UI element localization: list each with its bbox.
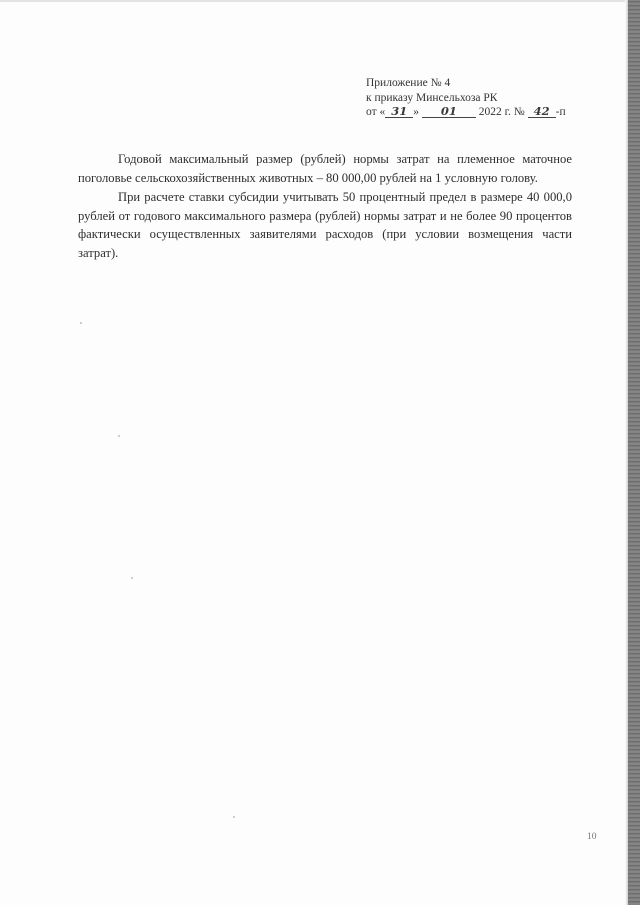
order-month: 01 xyxy=(422,105,476,118)
scan-speck xyxy=(131,577,133,579)
order-number: 42 xyxy=(528,105,556,118)
appendix-order-reference: к приказу Минсельхоза РК xyxy=(366,91,498,104)
order-day: 31 xyxy=(385,105,413,118)
scan-speck xyxy=(233,816,235,818)
paragraph-norm-cost: Годовой максимальный размер (рублей) нормы затрат на племенное маточное поголовье сельскохозяйственных животных – 80 000,00 рублей на 1 условную голову. xyxy=(78,152,572,185)
scan-speck xyxy=(118,435,120,437)
paragraph-subsidy-rate: При расчете ставки субсидии учитывать 50 процентный предел в размере 40 000,0 рублей от годового максимального размера (рублей) нормы затрат и не более 90 процентов фактически осуществленных заявителями расходов (при условии возмещения части затрат). xyxy=(78,190,572,260)
date-quote-close: » xyxy=(413,106,419,118)
appendix-order-date xyxy=(366,105,596,120)
appendix-header xyxy=(366,76,596,120)
page-number: 10 xyxy=(587,832,597,842)
document-body xyxy=(78,150,572,262)
scan-speck xyxy=(80,322,82,324)
scan-top-edge xyxy=(0,0,628,2)
order-year-number-label: 2022 г. № xyxy=(478,106,525,118)
appendix-number: Приложение № 4 xyxy=(366,77,451,89)
scan-right-edge xyxy=(628,0,640,905)
date-prefix: от « xyxy=(366,106,386,118)
order-number-suffix: -п xyxy=(555,106,566,118)
